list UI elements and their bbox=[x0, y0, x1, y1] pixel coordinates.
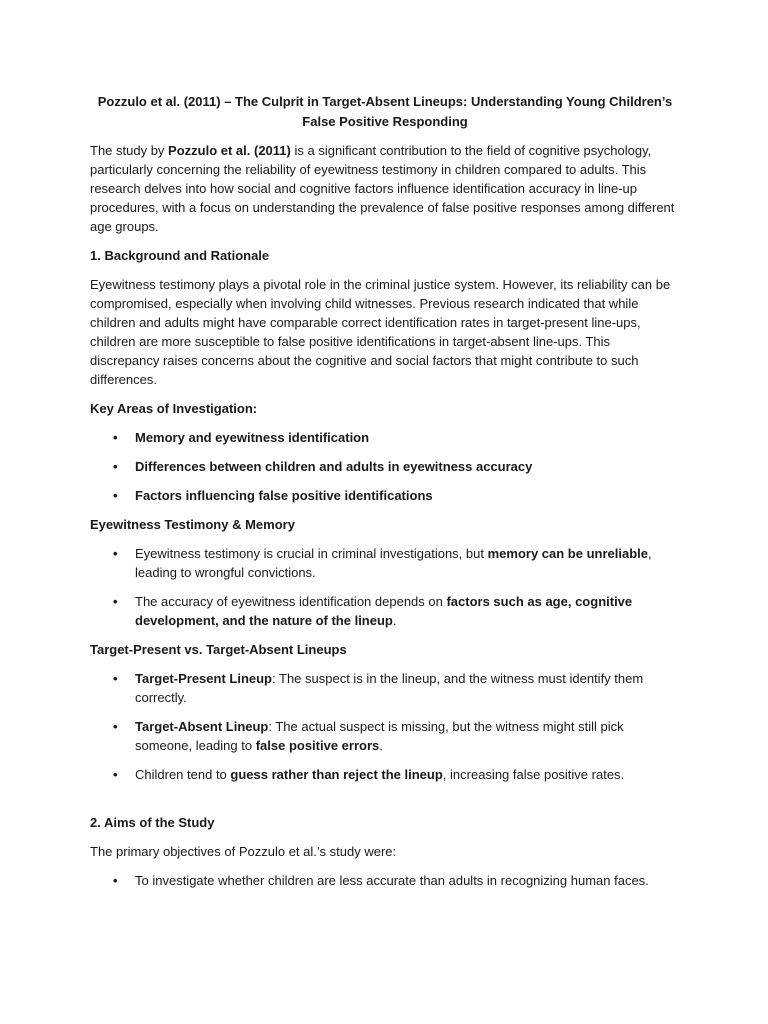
background-paragraph: Eyewitness testimony plays a pivotal role in the criminal justice system. However, its reliability can be compromised, especially when involving child witnesses. Previous research indicated that while children and adults might have comparable correct identification rates in target-present line-ups, children are more susceptible to false positive identifications in target-absent line-ups. This discrepancy raises concerns about the cognitive and social factors that might contribute to such differences. bbox=[90, 277, 671, 387]
bullet-icon: • bbox=[113, 873, 118, 888]
key-areas-heading: Key Areas of Investigation: bbox=[90, 401, 258, 416]
bullet-icon: • bbox=[113, 430, 118, 445]
list-item-text: : The actual suspect is missing, but the witness might still pick someone, leading to bbox=[135, 719, 624, 753]
bullet-icon: • bbox=[113, 671, 118, 686]
list-item bbox=[90, 457, 680, 476]
list-item bbox=[90, 669, 680, 707]
list-item-bold: Target-Absent Lineup bbox=[135, 719, 269, 734]
list-item-text: Factors influencing false positive identifications bbox=[135, 488, 433, 503]
list-item-text: Differences between children and adults in eyewitness accuracy bbox=[135, 459, 533, 474]
bullet-icon: • bbox=[113, 594, 118, 609]
bullet-icon: • bbox=[113, 767, 118, 782]
list-item bbox=[90, 544, 680, 582]
bullet-icon: • bbox=[113, 459, 118, 474]
list-item bbox=[90, 486, 680, 505]
list-item-text: Children tend to bbox=[135, 767, 231, 782]
intro-bold-citation: Pozzulo et al. (2011) bbox=[168, 143, 291, 158]
list-item bbox=[90, 765, 680, 784]
spacer bbox=[90, 794, 680, 813]
intro-paragraph bbox=[90, 141, 680, 236]
list-item-bold: guess rather than reject the lineup bbox=[230, 767, 443, 782]
list-item-bold: false positive errors bbox=[255, 738, 380, 753]
aims-paragraph: The primary objectives of Pozzulo et al.’s study were: bbox=[90, 844, 397, 859]
list-item-bold: Target-Present Lineup bbox=[135, 671, 273, 686]
lineups-heading: Target-Present vs. Target-Absent Lineups bbox=[90, 642, 347, 657]
document-page bbox=[90, 92, 680, 900]
list-item-bold: memory can be unreliable bbox=[487, 546, 648, 561]
list-item-text: Eyewitness testimony is crucial in criminal investigations, but bbox=[135, 546, 488, 561]
list-item bbox=[90, 717, 680, 755]
list-item bbox=[90, 592, 680, 630]
list-item-text: The accuracy of eyewitness identification depends on bbox=[135, 594, 447, 609]
key-areas-list bbox=[90, 428, 680, 505]
section-heading-background: 1. Background and Rationale bbox=[90, 248, 270, 263]
aims-list bbox=[90, 871, 680, 890]
eyewitness-heading: Eyewitness Testimony & Memory bbox=[90, 517, 295, 532]
list-item-bold: factors such as age, cognitive development, and the nature of the lineup bbox=[135, 594, 633, 628]
list-item-text: , leading to wrongful convictions. bbox=[135, 546, 652, 580]
bullet-icon: • bbox=[113, 488, 118, 503]
list-item bbox=[90, 871, 680, 890]
document-title: Pozzulo et al. (2011) – The Culprit in Target-Absent Lineups: Understanding Young Children’s False Positive Responding bbox=[97, 94, 673, 129]
list-item-text: . bbox=[392, 613, 397, 628]
bullet-icon: • bbox=[113, 546, 118, 561]
list-item-text: , increasing false positive rates. bbox=[442, 767, 625, 782]
list-item-text: : The suspect is in the lineup, and the witness must identify them correctly. bbox=[135, 671, 644, 705]
lineups-list bbox=[90, 669, 680, 784]
section-heading-aims: 2. Aims of the Study bbox=[90, 815, 215, 830]
list-item-text: Memory and eyewitness identification bbox=[135, 430, 370, 445]
intro-text: The study by bbox=[90, 143, 169, 158]
list-item-text: . bbox=[379, 738, 383, 753]
bullet-icon: • bbox=[113, 719, 118, 734]
intro-text-rest: is a significant contribution to the field of cognitive psychology, particularly concerning the reliability of eyewitness testimony in children compared to adults. This research delves into how social and cognitive factors influence identification accuracy in line-up procedures, with a focus on understanding the prevalence of false positive responses among different age groups. bbox=[90, 143, 675, 234]
list-item-text: To investigate whether children are less accurate than adults in recognizing human faces. bbox=[135, 873, 649, 888]
eyewitness-list bbox=[90, 544, 680, 630]
list-item bbox=[90, 428, 680, 447]
